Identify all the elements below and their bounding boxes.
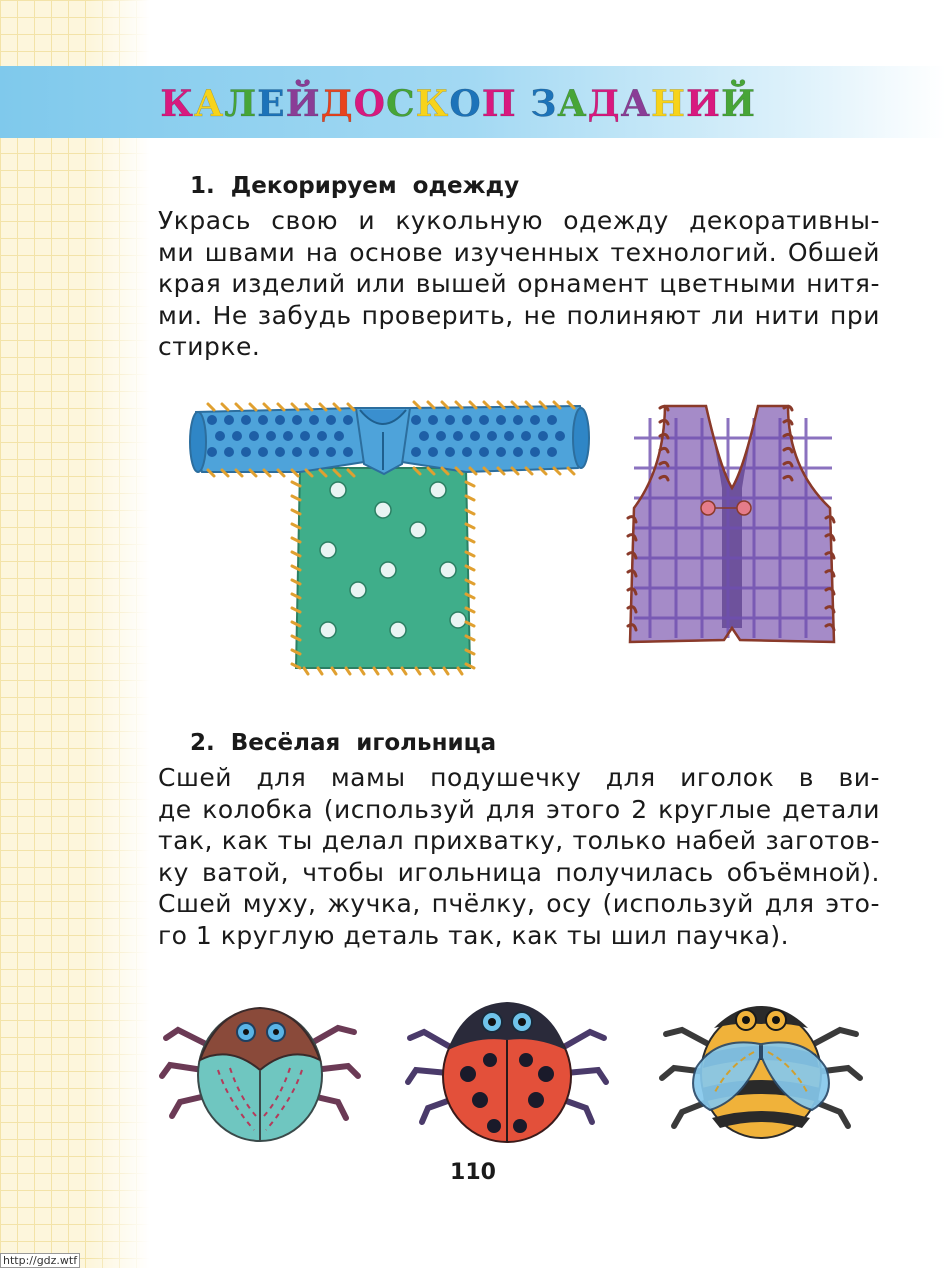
task1-line: стирке. — [158, 332, 261, 361]
task1-heading: 1. Декорируем одежду — [190, 173, 520, 199]
task2-line: так, как ты делал прихватку, только набей заготов- — [158, 826, 880, 855]
title-letter: К — [160, 83, 194, 125]
green-beetle-illustration — [158, 990, 363, 1150]
graph-paper-margin — [0, 0, 150, 1268]
title-letter — [517, 82, 531, 126]
task2-line: ку ватой, чтобы игольница получилась объёмной). — [158, 857, 880, 887]
title-letter: Й — [285, 83, 321, 125]
page-number: 110 — [450, 1160, 496, 1185]
task2-heading: 2. Весёлая игольница — [190, 730, 497, 756]
title-letter: Н — [650, 83, 686, 125]
title-letter: К — [415, 83, 450, 125]
title-letter: А — [557, 83, 588, 125]
title-letter: С — [386, 83, 416, 125]
title-letter: А — [193, 83, 225, 125]
task1-line: ми. Не забудь проверить, не полиняют ли нити при — [158, 300, 880, 330]
task2-line: Сшей муху, жучка, пчёлку, осу (используй для это- — [158, 889, 880, 918]
title-letter: Д — [320, 83, 354, 125]
vest-illustration — [620, 398, 845, 658]
ladybug-illustration — [402, 988, 612, 1148]
task1-line: Укрась свою и кукольную одежду декоративны- — [158, 206, 880, 235]
title-letter: Й — [720, 83, 756, 125]
title-letter: И — [685, 83, 721, 125]
title-letter: Е — [257, 83, 286, 125]
task1-line: ми швами на основе изученных технологий. Обшей — [158, 237, 880, 267]
bee-illustration — [656, 988, 866, 1148]
task2-line: го 1 круглую деталь так, как ты шил паучка). — [158, 920, 790, 950]
title-letter: З — [530, 83, 558, 125]
title-letter: Д — [587, 83, 621, 125]
task1-line: края изделий или вышей орнамент цветными нитя- — [158, 269, 880, 298]
title-letter: О — [449, 83, 482, 125]
task1-text — [158, 205, 880, 363]
title-letter: П — [481, 83, 517, 125]
shirt-illustration — [188, 398, 593, 683]
page-title — [0, 82, 946, 126]
title-letter: А — [620, 83, 651, 125]
title-letter: Л — [224, 83, 258, 125]
task2-line: Сшей для мамы подушечку для иголок в ви- — [158, 763, 880, 792]
task2-line: де колобка (используй для этого 2 круглые детали — [158, 794, 880, 824]
task2-text — [158, 762, 880, 951]
title-letter: О — [353, 83, 386, 125]
watermark-link[interactable]: http://gdz.wtf — [0, 1253, 80, 1268]
